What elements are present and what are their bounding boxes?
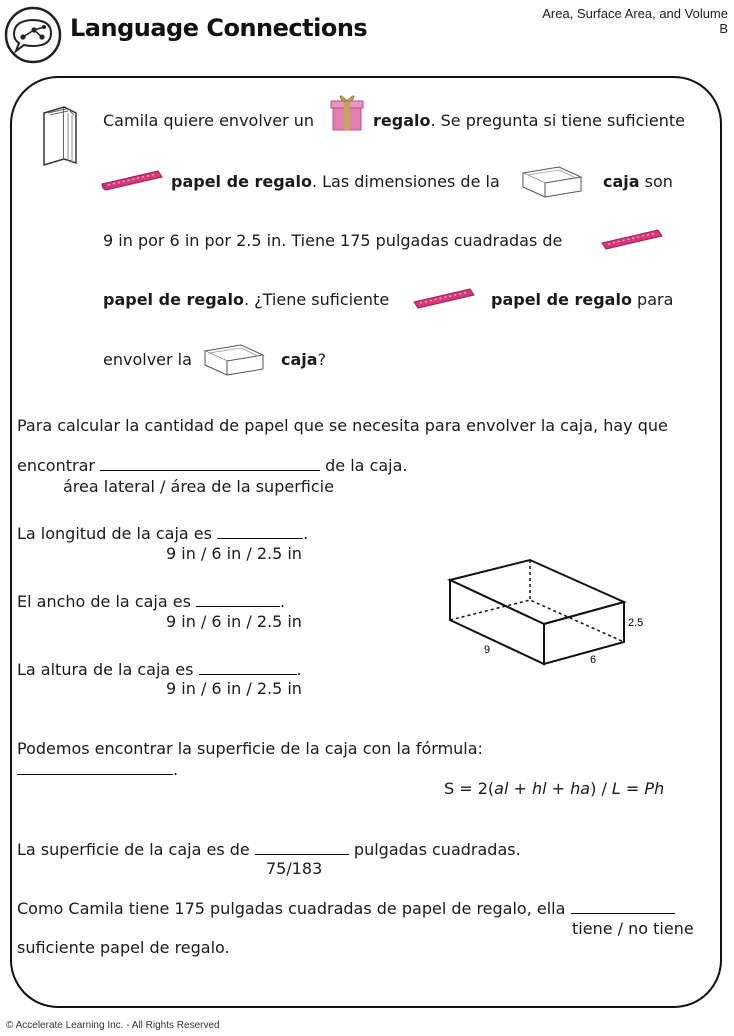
q-final-text: Como Camila tiene 175 pulgadas cuadradas de papel de regalo, ella bbox=[17, 899, 566, 918]
q-height bbox=[17, 660, 302, 680]
q-final-line-1 bbox=[17, 899, 675, 919]
problem-line-4c bbox=[491, 290, 673, 310]
figure-label-width: 6 bbox=[590, 654, 597, 666]
final-answer-blank[interactable] bbox=[571, 899, 675, 914]
q1-text: de la caja. bbox=[325, 456, 408, 475]
problem-text: para bbox=[637, 290, 674, 309]
q-width bbox=[17, 592, 285, 612]
box-figure bbox=[440, 552, 660, 672]
problem-line-1 bbox=[103, 111, 314, 131]
problem-text: . Las dimensiones de la bbox=[311, 172, 500, 191]
keyword-caja: caja bbox=[281, 350, 318, 369]
q-width-text: El ancho de la caja es bbox=[17, 592, 191, 611]
unit-header bbox=[542, 6, 728, 36]
problem-text: . Se pregunta si tiene suficiente bbox=[430, 111, 685, 130]
q-length bbox=[17, 524, 308, 544]
formula-part: + bbox=[508, 779, 532, 798]
formula-var: al bbox=[494, 779, 509, 798]
formula-var: L bbox=[611, 779, 621, 798]
period: . bbox=[280, 592, 286, 611]
copyright-footer: © Accelerate Learning Inc. - All Rights Reserved bbox=[6, 1020, 220, 1031]
surface-answer-blank[interactable] bbox=[255, 840, 349, 855]
keyword-caja: caja bbox=[603, 172, 640, 191]
surface-options[interactable]: 75/183 bbox=[266, 859, 323, 878]
q-surface-text: La superficie de la caja es de bbox=[17, 840, 250, 859]
problem-text: Camila quiere envolver un bbox=[103, 111, 315, 130]
problem-text: . ¿Tiene suficiente bbox=[243, 290, 390, 309]
unit-title: Area, Surface Area, and Volume bbox=[542, 6, 728, 21]
final-options[interactable]: tiene / no tiene bbox=[572, 919, 694, 938]
page-title: Language Connections bbox=[70, 14, 368, 42]
width-answer-blank[interactable] bbox=[196, 592, 280, 607]
book-icon bbox=[40, 103, 80, 169]
formula-var: hl bbox=[531, 779, 547, 798]
formula-var: ha bbox=[570, 779, 591, 798]
keyword-papel: papel de regalo bbox=[103, 290, 244, 309]
formula-part: = bbox=[620, 779, 645, 798]
period: . bbox=[303, 524, 309, 543]
q-final-line-2: suficiente papel de regalo. bbox=[17, 938, 230, 957]
q1-answer-blank[interactable] bbox=[100, 456, 320, 471]
box-icon bbox=[201, 341, 267, 379]
problem-text: son bbox=[644, 172, 673, 191]
problem-line-2c bbox=[603, 172, 673, 192]
formula-options[interactable] bbox=[444, 779, 664, 799]
q1-line-2 bbox=[17, 456, 408, 476]
q-length-text: La longitud de la caja es bbox=[17, 524, 212, 543]
wrapping-paper-icon bbox=[600, 226, 664, 252]
formula-answer-blank[interactable] bbox=[17, 760, 173, 775]
length-answer-blank[interactable] bbox=[217, 524, 303, 539]
problem-line-1b bbox=[373, 111, 685, 131]
wrapping-paper-icon bbox=[412, 285, 476, 311]
keyword-papel: papel de regalo bbox=[491, 290, 632, 309]
formula-part: + bbox=[546, 779, 571, 798]
q-height-text: La altura de la caja es bbox=[17, 660, 194, 679]
q1-text: encontrar bbox=[17, 456, 95, 475]
problem-line-2 bbox=[171, 172, 500, 192]
figure-label-height: 2.5 bbox=[628, 617, 644, 629]
problem-line-5b bbox=[281, 350, 326, 370]
formula-part: ) / bbox=[590, 779, 612, 798]
q1-line-1: Para calcular la cantidad de papel que se necesita para envolver la caja, hay que bbox=[17, 416, 668, 435]
problem-text: ? bbox=[317, 350, 327, 369]
formula-part: S = 2( bbox=[444, 779, 495, 798]
height-options[interactable]: 9 in / 6 in / 2.5 in bbox=[166, 679, 302, 698]
length-options[interactable]: 9 in / 6 in / 2.5 in bbox=[166, 544, 302, 563]
period: . bbox=[173, 760, 179, 779]
q-surface-text: pulgadas cuadradas. bbox=[353, 840, 521, 859]
problem-line-3: 9 in por 6 in por 2.5 in. Tiene 175 pulgadas cuadradas de bbox=[103, 231, 563, 250]
period: . bbox=[296, 660, 302, 679]
wrapping-paper-icon bbox=[100, 167, 164, 193]
box-icon bbox=[519, 163, 585, 201]
q-formula-text: Podemos encontrar la superficie de la caja con la fórmula: bbox=[17, 739, 483, 758]
problem-line-4 bbox=[103, 290, 389, 310]
formula-var: Ph bbox=[644, 779, 665, 798]
figure-label-length: 9 bbox=[484, 644, 491, 656]
width-options[interactable]: 9 in / 6 in / 2.5 in bbox=[166, 612, 302, 631]
height-answer-blank[interactable] bbox=[199, 660, 297, 675]
logo-icon bbox=[4, 6, 62, 64]
q1-options[interactable]: área lateral / área de la superficie bbox=[63, 477, 334, 496]
unit-level: B bbox=[719, 21, 728, 36]
q-surface bbox=[17, 840, 521, 860]
problem-line-5: envolver la bbox=[103, 350, 192, 369]
keyword-papel: papel de regalo bbox=[171, 172, 312, 191]
keyword-regalo: regalo bbox=[373, 111, 431, 130]
q-formula-blank-line bbox=[17, 760, 178, 780]
gift-icon bbox=[330, 92, 364, 132]
